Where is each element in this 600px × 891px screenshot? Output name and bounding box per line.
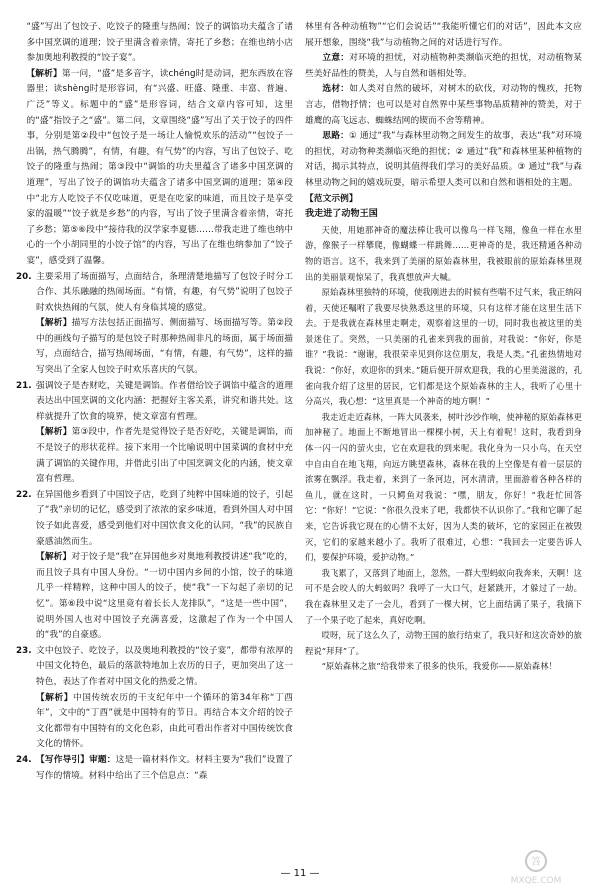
analysis-text: 第③段中，作者先是觉得饺子是否好吃，关键是调馅，而不是饺子的形状花样。接下来用一个比喻说明中国菜调的食材中充满了调馅的关键作用，并借此引出了中国烹调文化的内涵，使文章富有哲理。 (36, 427, 293, 485)
analysis-label: 【解析】 (36, 427, 72, 438)
essay-paragraph: 原始森林里独特的环境，使我刚进去的时候有些喘不过气来，我正纳闷着，天使还嘱咐了我要尽快熟悉这里的环境，只有这样才能在这里生活下去。于是我就在森林里走啊走，观察着这里的一切，同时我也被这里的美景迷住了。突然，一只美丽的孔雀来到我的面前，对我说：“你好，你是谁？”我说：“谢谢，我很荣幸见到你这位朋友，我是人类。”孔雀热情地对我说：“你好，欢迎你的到来。”随后便开屏欢迎我，我的心里美滋滋的，孔雀向我介绍了这里的居民，它们都是这个原始森林的主人，我听了心里十分高兴，我心想：“这里真是一个神奇的地方啊！” (305, 287, 582, 407)
material-section (305, 82, 582, 129)
answer-text (36, 753, 293, 784)
writing-guide-continued: 林里有各种动植物”“它们会说话”“我能听懂它们的对话”，因此本文应展开想象，围绕“我”与动植物之间的对话进行写作。 (305, 22, 582, 48)
analysis-text: 中国传统农历的干支纪年中一个循环的第34年称“丁酉年”，文中的“丁酉”就是中国特有的节日。再结合本文介绍的饺子文化都带有中国特有的文化色彩，由此可看出作者对中国传统饮食文化的情怀。 (36, 692, 293, 750)
outline-section (305, 129, 582, 191)
analysis-text: 描写方法包括正面描写、侧面描写、场面描写等。第②段中的画线句子描写的是包饺子时那种热闹非凡的场面，属于场面描写，点面结合，描写热闹场面，“有情，有趣，有气势”，这样的描写突出了全家人包饺子时欢乐喜庆的气氛。 (36, 318, 293, 376)
analysis (36, 691, 293, 753)
question-22 (16, 488, 293, 644)
left-column (16, 20, 293, 870)
essay-paragraph: “原始森林之旅”给我带来了很多的快乐，我爱你——原始森林！ (321, 661, 557, 672)
outline-label: 思路： (322, 131, 349, 142)
page-number-value: 11 (293, 868, 307, 879)
analysis-text: 对于饺子是“我”在异国他乡对奥地利教授讲述“我”吃的，而且饺子具有中国人身份。“一切中国内乡间的小馆，饺子的味道几乎一样精粹，这种中国人的饺子，使“我”一下勾起了亲切的记忆”。第⑥段中说“这里竟有着长长人龙排队”，“这是一些中国”，说明外国人也对中国饺子充满喜爱，这激起了作为一个中国人的“我”的自豪感。 (36, 552, 293, 641)
question-number: 23. (16, 645, 32, 656)
essay-paragraph: 哎呀，玩了这么久了，动物王国的旅行结束了，我只好和这次奇妙的旅程说“拜拜”了。 (305, 630, 582, 656)
analysis (36, 425, 293, 487)
question-number: 22. (16, 489, 32, 500)
watermark-text: MXQE.COM (510, 876, 562, 886)
answer-text: 主要采用了场面描写，点面结合，条理清楚地描写了包饺子时分工合作、其乐融融的热闹场面。“有情，有趣，有气势”说明了包饺子时欢快热闹的气氛，使人有身临其境的感觉。 (36, 271, 293, 313)
question-number: 21. (16, 380, 32, 391)
answer-19-analysis (16, 67, 293, 270)
theme-text: 对环境的担忧，对动植物种类濒临灭绝的担忧，对动植物某些美好品性的赞美，人与自然和谐相处等。 (305, 53, 582, 79)
theme-label: 立意： (322, 53, 350, 64)
analysis-label: 【解析】 (36, 692, 74, 703)
writing-guide-label: 【写作导引】审题： (36, 754, 116, 765)
essay-paragraph: 我飞累了，又落到了地面上，忽然，一群大型蚂蚁向我奔来，天啊！这可不是会咬人的大蚂蚁吗？我呼了一大口气，赶紧跳开，才躲过了一劫。我在森林里又走了一会儿，看到了一棵大树，它上面结满了果子，我摘下了一个果子吃了起来，真好吃啊。 (305, 567, 582, 625)
material-label: 选材： (322, 84, 350, 95)
svg-text:答: 答 (531, 857, 541, 868)
two-column-body (16, 20, 582, 870)
answer-text: 文中包饺子、吃饺子，以及奥地利教授的“饺子宴”，都带有浓厚的中国文化特色，最后的落款特地加上农历的日子，更加突出了这一特色，表达了作者对中国文化的热爱之情。 (36, 645, 293, 687)
outline-text: ① 通过“我”与森林里动物之间发生的故事，表达“我”对环境的担忧，对动物种类濒临灭绝的担忧；② 通过“我”和森林里某种植物的对话，揭示其特点，说明其值得我们学习的美好品质。③ 通过“我”与森林里动物之间的嬉戏玩耍，暗示希望人类可以和自然和谐相处的主题。 (305, 131, 582, 188)
sample-essay-heading: 【范文示例】 (305, 193, 358, 204)
analysis (36, 316, 293, 378)
theme-section (305, 51, 582, 82)
essay-paragraph: 我走近走近森林，一阵大风袭来，树叶沙沙作响，使神秘的原始森林更加神秘了。地面上不断地冒出一棵棵小树，天上有着呢！这时，我看到身体一闪一闪的萤火虫，它在欢迎我的到来呢。我化身为一只小鸟，在天空中自由自在地飞翔，向远方眺望森林，森林在我的上空像是有着一层层的浓雾在飘浮。我走着，来到了一条河边，河水清清，里面游着各种各样的鱼儿，就在这时，一只鳄鱼对我说：“嘿，朋友，你好！”我赶忙回答它：“你好！”它说：“你很久没来了吧，我都快不认识你了。”我和它聊了起来，它告诉我它现在的心情不太好，因为人类的破坏，它的家园正在被毁灭，它们的家越来越小了。我听了很难过，心想：“我回去一定要告诉人们，要保护环境，爱护动物。” (305, 411, 582, 563)
question-21 (16, 379, 293, 488)
essay-paragraph: 天使，用她那神奇的魔法棒让我可以像鸟一样飞翔，像鱼一样在水里游，像猴子一样攀爬，像蝴蝶一样跳舞……更神奇的是，我还精通各种动物的语言。这不，我来到了美丽的原始森林里，我被眼前的原始森林里现出的美丽景观惊呆了，我真想放声大喊。 (305, 224, 582, 282)
answer-text: 强调饺子是杏财吃，关键是调馅。作者借给饺子调馅中蕴含的道理表达出中国烹调的文化内涵：把握好主客关系，讲究和谐共处。这样就提升了饮食的境界，使文章富有哲理。 (36, 380, 293, 422)
analysis-text: 第一问，“盛”是多音字，读chéng时是动词，把东西放在容器里；读shèng时是形容词，有“兴盛、旺盛、隆重、丰富、普遍、广泛”等义。标题中的“盛”是形容词，结合文章内容可知，这里的“盛”指饺子之“盛”。第二问，文章围绕“盛”写出了关于饺子的四件事，分别是第②段中“包饺子是一场让人愉悦欢乐的活动”“包饺子一出锅，热气腾腾”，有情，有趣，有气势”的内容，写出了包饺子、吃饺子的隆重与热闹；第③段中“调馅的功夫里蕴含了诸多中国烹调的道理”，写出了饺子的调馅功夫蕴含了诸多中国烹调的道理；第④段中“北方人吃饺子不仅吃味道，更是在吃家的味道，而且饺子是享受家的温暖”“饺子就是乡愁”的内容，写出了饺子里满含着亲情，寄托了乡愁；第⑤⑥段中“接待我的汉学家李夏德……带我走进了维也纳中心的一个小胡同里的小饺子馆”的内容，写出了在维也纳参加了“饺子宴”，感受到了温馨。 (26, 68, 293, 266)
answer-text: 在异国他乡看到了中国饺子店，吃到了纯粹中国味道的饺子，引起了“我”亲切的记忆，感受到了浓浓的家乡味道，看到外国人对中国饺子如此喜爱，感受到他们对中国饮食文化的认同，“我”的民族自豪感油然而生。 (36, 489, 293, 547)
question-24 (16, 753, 293, 784)
writing-guide-text: 这是一篇材料作文。材料主要为“我们”设置了写作的情境。材料中给出了三个信息点：“森 (36, 754, 293, 781)
analysis-label: 【解析】 (26, 68, 62, 79)
sample-essay (305, 223, 582, 675)
analysis-label: 【解析】 (36, 552, 72, 563)
analysis (36, 550, 293, 644)
question-number: 20. (16, 271, 32, 282)
page-number: — 11 — (280, 868, 320, 879)
question-20 (16, 270, 293, 379)
right-column (305, 20, 582, 870)
essay-title: 我走进了动物王国 (305, 209, 378, 220)
material-text: 如人类对自然的破坏，对树木的砍伐，对动物的愧疚，托物言志，借物抒情；也可以是对自然界中某些事物品质精神的赞美，对于雄鹰的高飞远志、蜘蛛结网的锲而不舍等精神。 (305, 84, 582, 126)
watermark-logo (486, 847, 586, 887)
analysis-label: 【解析】 (36, 318, 72, 329)
question-23 (16, 644, 293, 753)
question-number: 24. (16, 754, 32, 765)
answer-19-text: “盛”写出了包饺子、吃饺子的隆重与热闹；饺子的调馅功夫蕴含了诸多中国烹调的道理；饺子里满含着亲情，寄托了乡愁；在维也纳小店参加奥地利教授的“饺子宴”。 (26, 22, 293, 64)
